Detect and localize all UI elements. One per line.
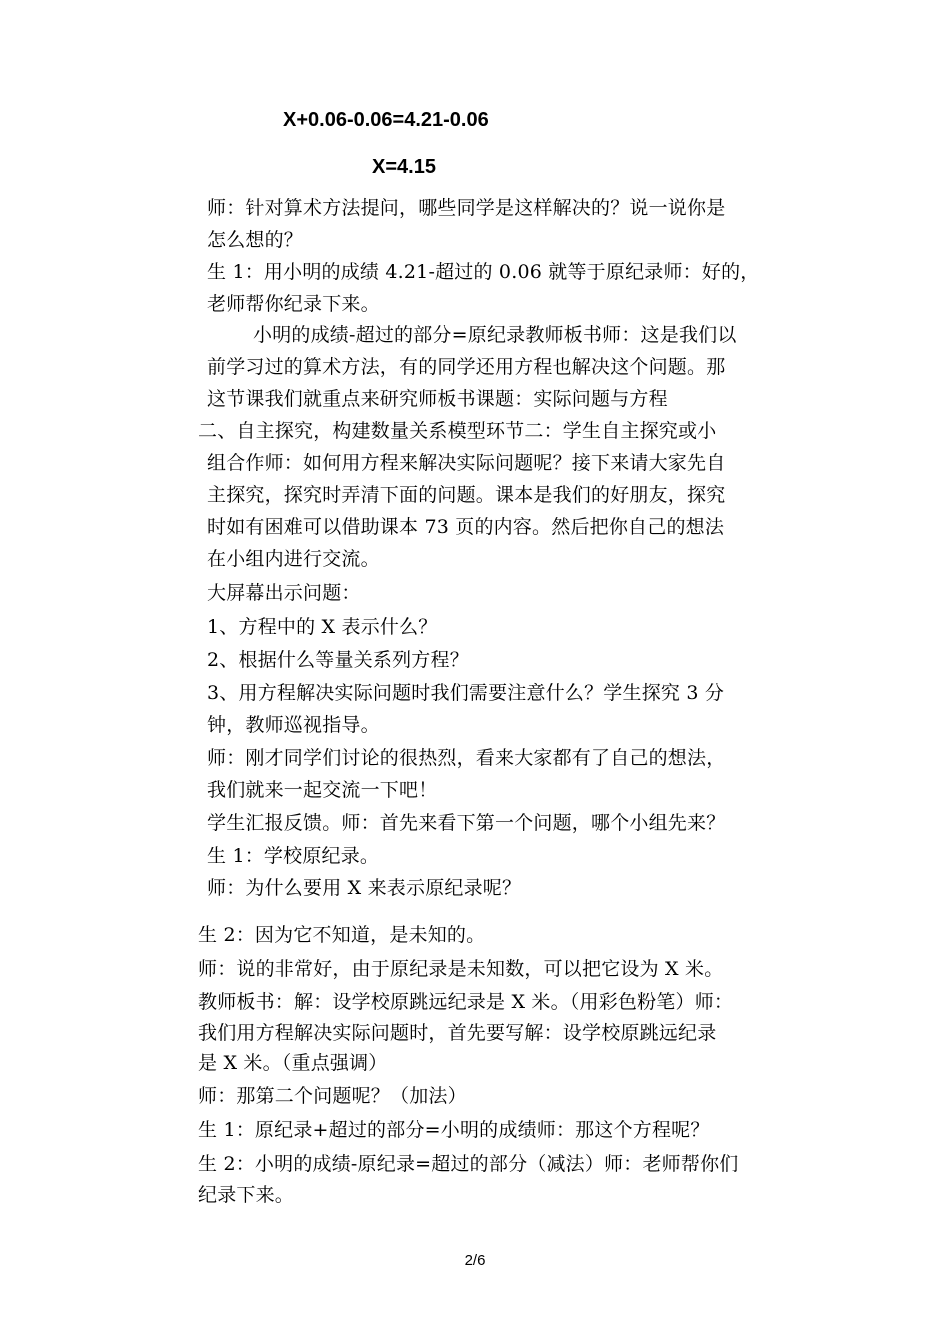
equation-line-2: X=4.15	[372, 156, 436, 178]
text-line-17: 钟，教师巡视指导。	[207, 714, 380, 736]
text-line-9: 组合作师：如何用方程来解决实际问题呢？接下来请大家先自	[207, 452, 726, 474]
text-line-15: 2、根据什么等量关系列方程？	[207, 649, 469, 671]
text-line-18: 师：刚才同学们讨论的很热烈，看来大家都有了自己的想法，	[207, 747, 726, 769]
page-number: 2/6	[464, 1252, 486, 1269]
text-line-11: 时如有困难可以借助课本 73 页的内容。然后把你自己的想法	[207, 516, 725, 538]
text-line-30: 生 2：小明的成绩-原纪录=超过的部分（减法）师：老师帮你们	[198, 1153, 739, 1175]
text-line-16: 3、用方程解决实际问题时我们需要注意什么？学生探究 3 分	[207, 682, 725, 704]
text-line-7: 这节课我们就重点来研究师板书课题：实际问题与方程	[207, 388, 668, 410]
text-line-14: 1、方程中的 X 表示什么？	[207, 616, 438, 638]
text-line-12: 在小组内进行交流。	[207, 548, 380, 570]
text-line-26: 我们用方程解决实际问题时，首先要写解：设学校原跳远纪录	[198, 1022, 717, 1044]
text-line-20: 学生汇报反馈。师：首先来看下第一个问题，哪个小组先来？	[207, 812, 726, 834]
text-line-8: 二、自主探究，构建数量关系模型环节二：学生自主探究或小	[198, 420, 717, 442]
text-line-27: 是 X 米。（重点强调）	[198, 1052, 388, 1074]
text-line-2: 怎么想的？	[207, 229, 304, 251]
text-line-13: 大屏幕出示问题：	[207, 582, 361, 604]
text-line-10: 主探究，探究时弄清下面的问题。课本是我们的好朋友，探究	[207, 484, 726, 506]
text-line-24: 师：说的非常好，由于原纪录是未知数，可以把它设为 X 米。	[198, 958, 724, 980]
text-line-28: 师：那第二个问题呢？（加法）	[198, 1085, 467, 1107]
text-line-1: 师：针对算术方法提问，哪些同学是这样解决的？说一说你是	[207, 197, 726, 219]
text-line-25: 教师板书：解：设学校原跳远纪录是 X 米。（用彩色粉笔）师：	[198, 991, 734, 1013]
text-line-3: 生 1：用小明的成绩 4.21-超过的 0.06 就等于原纪录师：好的，	[207, 261, 760, 283]
text-line-22: 师：为什么要用 X 来表示原纪录呢？	[207, 877, 522, 899]
equation-line-1: X+0.06-0.06=4.21-0.06	[283, 109, 489, 131]
text-line-6: 前学习过的算术方法，有的同学还用方程也解决这个问题。那	[207, 356, 726, 378]
text-line-29: 生 1：原纪录+超过的部分=小明的成绩师：那这个方程呢？	[198, 1119, 710, 1141]
text-line-21: 生 1：学校原纪录。	[207, 845, 380, 867]
text-line-31: 纪录下来。	[198, 1184, 295, 1206]
text-line-23: 生 2：因为它不知道，是未知的。	[198, 924, 486, 946]
text-line-5: 小明的成绩-超过的部分=原纪录教师板书师：这是我们以	[253, 324, 737, 346]
text-line-19: 我们就来一起交流一下吧！	[207, 779, 438, 801]
text-line-4: 老师帮你纪录下来。	[207, 293, 380, 315]
